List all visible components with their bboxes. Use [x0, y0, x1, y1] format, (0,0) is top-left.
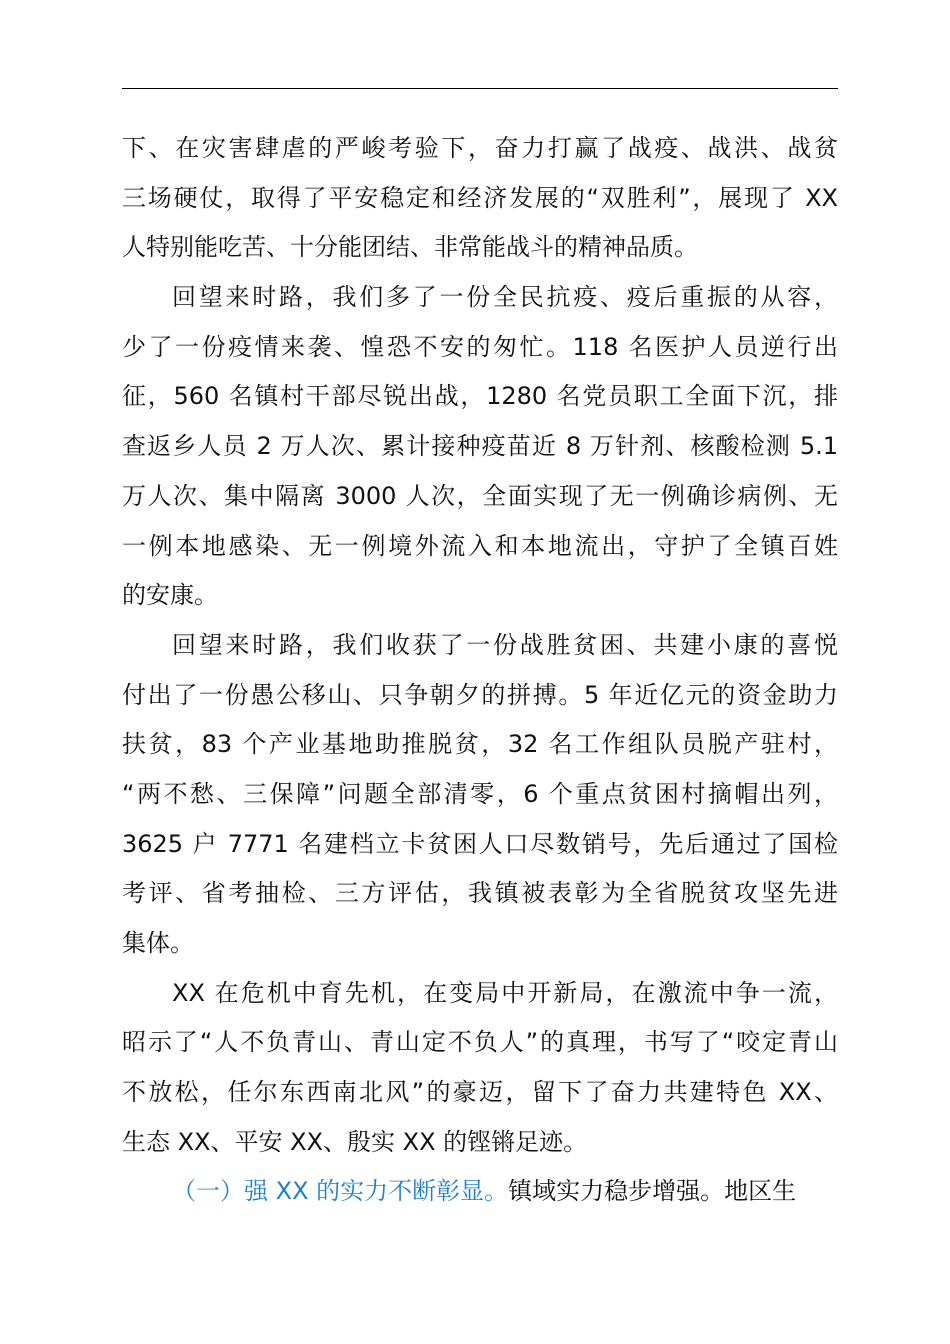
paragraph-line: 万人次、集中隔离 3000 人次，全面实现了无一例确诊病例、无 [122, 481, 838, 510]
paragraph-line: 扶贫，83 个产业基地助推脱贫，32 名工作组队员脱产驻村， [122, 730, 838, 759]
paragraph-line: 下、在灾害肆虐的严峻考验下，奋力打赢了战疫、战洪、战贫 [122, 134, 838, 162]
paragraph-line: 生态 XX、平安 XX、殷实 XX 的铿锵足迹。 [122, 1127, 588, 1156]
header-rule [122, 88, 838, 89]
paragraph-line: 人特别能吃苦、十分能团结、非常能战斗的精神品质。 [122, 233, 698, 262]
paragraph-line: 集体。 [122, 929, 194, 957]
section-heading: （一）强 XX 的实力不断彰显。 [172, 1177, 509, 1206]
paragraph-line: 回望来时路，我们收获了一份战胜贫困、共建小康的喜悦 [172, 630, 838, 659]
paragraph-line: 的安康。 [122, 581, 218, 610]
paragraph-line: 回望来时路，我们多了一份全民抗疫、疫后重振的从容， [172, 283, 838, 312]
paragraph-line: 三场硬仗，取得了平安稳定和经济发展的“双胜利”，展现了 XX [122, 183, 838, 212]
paragraph-line: 付出了一份愚公移山、只争朝夕的拼搏。5 年近亿元的资金助力 [122, 680, 838, 709]
paragraph-line: 3625 户 7771 名建档立卡贫困人口尽数销号，先后通过了国检 [122, 829, 838, 858]
document-body [122, 124, 838, 1217]
paragraph-line: 考评、省考抽检、三方评估，我镇被表彰为全省脱贫攻坚先进 [122, 879, 838, 908]
paragraph-line: “两不愁、三保障”问题全部清零，6 个重点贫困村摘帽出列， [122, 779, 838, 808]
section-heading-text: 镇域实力稳步增强。地区生 [508, 1177, 797, 1206]
paragraph-line: 昭示了“人不负青山、青山定不负人”的真理，书写了“咬定青山 [122, 1028, 838, 1057]
paragraph-line: 少了一份疫情来袭、惶恐不安的匆忙。118 名医护人员逆行出 [122, 332, 838, 361]
paragraph-line: 征，560 名镇村干部尽锐出战，1280 名党员职工全面下沉，排 [122, 382, 838, 411]
paragraph-line: 一例本地感染、无一例境外流入和本地流出，守护了全镇百姓 [122, 531, 838, 560]
paragraph-line: 不放松，任尔东西南北风”的豪迈，留下了奋力共建特色 XX、 [122, 1078, 838, 1107]
paragraph-line: 查返乡人员 2 万人次、累计接种疫苗近 8 万针剂、核酸检测 5.1 [122, 432, 838, 461]
paragraph-line: XX 在危机中育先机，在变局中开新局，在激流中争一流， [172, 978, 838, 1007]
section-heading-line [122, 1167, 838, 1217]
